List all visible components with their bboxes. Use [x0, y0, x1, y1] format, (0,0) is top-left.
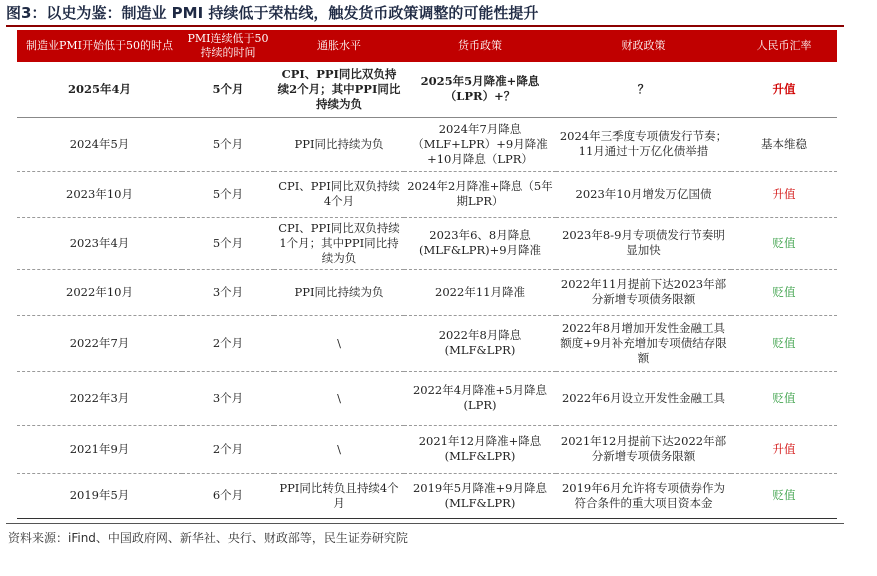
cell-monetary: 2022年4月降准+5月降息(LPR) — [404, 371, 556, 425]
cell-duration: 5个月 — [182, 171, 274, 217]
header-fx: 人民币汇率 — [731, 30, 837, 62]
cell-duration: 5个月 — [182, 62, 274, 117]
cell-time: 2023年4月 — [17, 217, 182, 269]
cell-fiscal: 2021年12月提前下达2022年部分新增专项债务限额 — [556, 425, 731, 473]
cell-monetary: 2023年6、8月降息(MLF&LPR)+9月降准 — [404, 217, 556, 269]
cell-duration: 2个月 — [182, 315, 274, 371]
cell-time: 2022年7月 — [17, 315, 182, 371]
cell-time: 2019年5月 — [17, 473, 182, 518]
cell-fiscal: ？ — [556, 62, 731, 117]
cell-time: 2024年5月 — [17, 117, 182, 171]
cell-fiscal: 2023年10月增发万亿国债 — [556, 171, 731, 217]
table-row — [17, 217, 837, 269]
cell-fiscal: 2022年11月提前下达2023年部分新增专项债务限额 — [556, 269, 731, 315]
cell-fx: 贬值 — [731, 371, 837, 425]
cell-fiscal: 2024年三季度专项债发行节奏；11月通过十万亿化债举措 — [556, 117, 731, 171]
cell-fiscal: 2022年6月设立开发性金融工具 — [556, 371, 731, 425]
cell-fx: 升值 — [731, 425, 837, 473]
cell-monetary: 2024年2月降准+降息（5年期LPR） — [404, 171, 556, 217]
cell-duration: 3个月 — [182, 269, 274, 315]
header-pmi-start: 制造业PMI开始低于50的时点 — [17, 30, 182, 62]
cell-inflation: PPI同比转负且持续4个月 — [274, 473, 404, 518]
cell-monetary: 2022年8月降息(MLF&LPR) — [404, 315, 556, 371]
cell-time: 2022年10月 — [17, 269, 182, 315]
header-fiscal: 财政政策 — [556, 30, 731, 62]
title-rule — [6, 25, 844, 27]
cell-time: 2021年9月 — [17, 425, 182, 473]
table-row — [17, 315, 837, 371]
header-pmi-duration: PMI连续低于50持续的时间 — [182, 30, 274, 62]
cell-inflation: CPI、PPI同比双负持续4个月 — [274, 171, 404, 217]
cell-inflation: \ — [274, 315, 404, 371]
cell-inflation: \ — [274, 425, 404, 473]
header-monetary: 货币政策 — [404, 30, 556, 62]
cell-monetary: 2019年5月降准+9月降息(MLF&LPR) — [404, 473, 556, 518]
cell-monetary: 2024年7月降息（MLF+LPR）+9月降准+10月降息（LPR） — [404, 117, 556, 171]
cell-duration: 2个月 — [182, 425, 274, 473]
figure-title: 图3：以史为鉴：制造业 PMI 持续低于荣枯线，触发货币政策调整的可能性提升 — [6, 4, 539, 22]
table-row — [17, 117, 837, 171]
cell-time: 2023年10月 — [17, 171, 182, 217]
source-note: 资料来源：iFind、中国政府网、新华社、央行、财政部等，民生证券研究院 — [8, 531, 408, 545]
cell-fiscal: 2023年8-9月专项债发行节奏明显加快 — [556, 217, 731, 269]
cell-duration: 5个月 — [182, 117, 274, 171]
cell-fiscal: 2022年8月增加开发性金融工具额度+9月补充增加专项债结存限额 — [556, 315, 731, 371]
cell-duration: 3个月 — [182, 371, 274, 425]
cell-fiscal: 2019年6月允许将专项债券作为符合条件的重大项目资本金 — [556, 473, 731, 518]
cell-monetary: 2022年11月降准 — [404, 269, 556, 315]
cell-fx: 贬值 — [731, 269, 837, 315]
policy-table — [17, 30, 837, 519]
table-row — [17, 269, 837, 315]
table-row — [17, 62, 837, 117]
header-inflation: 通胀水平 — [274, 30, 404, 62]
cell-inflation: PPI同比持续为负 — [274, 269, 404, 315]
table-row — [17, 371, 837, 425]
table-row — [17, 171, 837, 217]
cell-fx: 贬值 — [731, 315, 837, 371]
cell-monetary: 2025年5月降准+降息（LPR）+？ — [404, 62, 556, 117]
cell-fx: 升值 — [731, 62, 837, 117]
cell-duration: 6个月 — [182, 473, 274, 518]
cell-fx: 贬值 — [731, 217, 837, 269]
cell-inflation: CPI、PPI同比双负持续2个月；其中PPI同比持续为负 — [274, 62, 404, 117]
cell-fx: 基本维稳 — [731, 117, 837, 171]
cell-inflation: PPI同比持续为负 — [274, 117, 404, 171]
cell-fx: 升值 — [731, 171, 837, 217]
cell-duration: 5个月 — [182, 217, 274, 269]
cell-time: 2025年4月 — [17, 62, 182, 117]
source-rule — [6, 523, 844, 524]
cell-fx: 贬值 — [731, 473, 837, 518]
cell-monetary: 2021年12月降准+降息(MLF&LPR) — [404, 425, 556, 473]
cell-time: 2022年3月 — [17, 371, 182, 425]
table-row — [17, 425, 837, 473]
cell-inflation: CPI、PPI同比双负持续1个月；其中PPI同比持续为负 — [274, 217, 404, 269]
table-row — [17, 473, 837, 518]
table-header-row — [17, 30, 837, 62]
cell-inflation: \ — [274, 371, 404, 425]
